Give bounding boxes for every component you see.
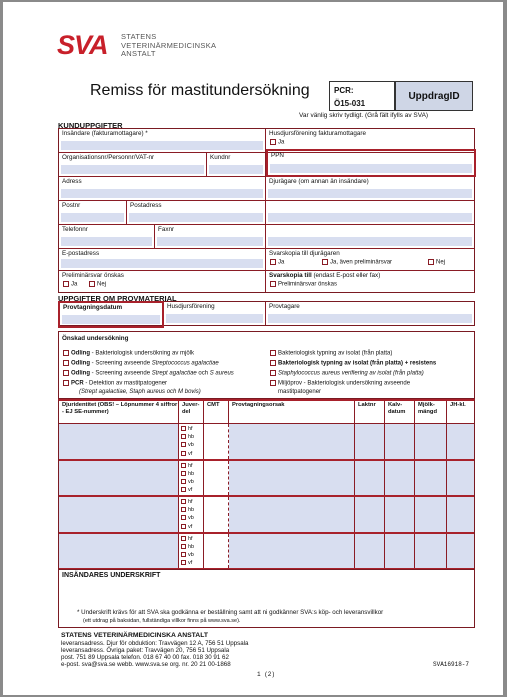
checkbox-icon[interactable] (181, 487, 186, 492)
adress-label: Adress (62, 178, 82, 185)
checkbox-icon[interactable] (270, 350, 276, 356)
provtagare-field[interactable] (266, 302, 474, 325)
prelim-label: Preliminärsvar önskas (62, 272, 124, 279)
checkbox-icon[interactable] (181, 544, 186, 549)
kunduppgifter-heading: KUNDUPPGIFTER (58, 121, 123, 130)
org-nr-label: Organisationsnr/Personnr/VAT-nr (62, 154, 155, 161)
prelim-onskas-option[interactable] (270, 281, 337, 288)
option-label: Ja, även preliminärsvar (330, 259, 393, 266)
quarter-option-hb[interactable] (181, 544, 194, 552)
postadress-field[interactable] (127, 201, 266, 225)
laktnr-input[interactable] (355, 424, 385, 459)
quarter-label: hf (188, 535, 193, 542)
checkbox-icon[interactable] (181, 426, 186, 431)
header-text: CMT (207, 402, 220, 408)
test-desc: Staphylococcus aureus verifiering av isolat (från platta) (278, 370, 424, 377)
postnr-label: Postnr (62, 202, 81, 209)
header-text: JH-kl. (450, 402, 466, 408)
juverdel-cell (179, 461, 204, 496)
laktnr-input[interactable] (355, 497, 385, 532)
quarter-label: vf (188, 487, 193, 494)
sva-logo: SVA (57, 30, 108, 60)
prelim-nej[interactable] (89, 281, 106, 288)
checkbox-icon[interactable] (181, 463, 186, 468)
checkbox-icon[interactable] (63, 370, 69, 376)
mjolkmangd-input[interactable] (415, 424, 447, 459)
underskrift-note: * Underskrift krävs för att SVA ska godkänna er beställning samt att ni godkänner SVA:s köp- och leveransvillkor (77, 609, 384, 616)
checkbox-icon[interactable] (181, 560, 186, 565)
quarter-label: hf (188, 499, 193, 505)
quarter-option-vf[interactable] (181, 524, 192, 532)
provmaterial-frame (58, 301, 475, 326)
prelim-ja[interactable] (63, 281, 77, 288)
org-nr-input[interactable] (61, 165, 204, 174)
juverdel-cell (179, 497, 204, 532)
faxnr-label: Faxnr (158, 226, 175, 233)
quarter-label: hb (188, 507, 195, 514)
svarskopia-label: Svarskopia till djurägaren (269, 250, 340, 257)
djuragare-field[interactable] (266, 177, 474, 201)
checkbox-icon[interactable] (63, 350, 69, 356)
quarter-label: vb (188, 478, 194, 485)
org-nr-field[interactable] (59, 153, 207, 177)
undersokning-heading: Önskad undersökning (62, 335, 129, 342)
quarter-option-vf[interactable] (181, 487, 192, 495)
jhkl-input[interactable] (447, 424, 474, 459)
test-miljoprov[interactable] (270, 380, 410, 387)
quarter-option-hf[interactable] (181, 463, 193, 471)
postadress-label: Postadress (130, 202, 162, 209)
checkbox-icon[interactable] (322, 259, 328, 265)
ppn-input[interactable] (270, 164, 472, 173)
col-cmt (204, 401, 229, 424)
pcr-box (329, 81, 395, 111)
jhkl-input[interactable] (447, 461, 474, 496)
quarter-label: vf (188, 560, 193, 567)
svarskopia-till-field (266, 271, 474, 292)
laktnr-input[interactable] (355, 461, 385, 496)
provtagare-label: Provtagare (269, 303, 300, 310)
checkbox-icon[interactable] (270, 139, 276, 145)
option-label: Ja (278, 259, 285, 266)
option-label: Nej (436, 259, 446, 266)
test-organism: S aureus (209, 370, 234, 377)
signature-area[interactable] (61, 582, 472, 604)
sample-table (58, 399, 475, 569)
checkbox-icon[interactable] (181, 524, 186, 529)
kundnr-field[interactable] (207, 153, 266, 177)
checkbox-icon[interactable] (428, 259, 434, 265)
table-row (59, 534, 474, 571)
quarter-label: hf (188, 426, 193, 432)
checkbox-icon[interactable] (270, 380, 276, 386)
kalvdatum-input[interactable] (385, 534, 415, 569)
djuridentitet-input[interactable] (59, 461, 179, 496)
test-organism: Strept agalactiae (151, 370, 197, 377)
footer-line-4: e-post. sva@sva.se webb. www.sva.se org. nr. 20 21 00-1868 (61, 661, 231, 668)
checkbox-icon[interactable] (181, 442, 186, 447)
quarter-label: vf (188, 450, 193, 457)
checkbox-icon[interactable] (181, 536, 186, 541)
checkbox-icon[interactable] (63, 281, 69, 287)
quarter-label: hf (188, 462, 193, 469)
ppn-label: PPN (271, 152, 284, 159)
fill-instructions: Var vänlig skriv tydligt. (Grå fält ifylls av SVA) (299, 112, 429, 119)
header-text: Mjölk-mängd (418, 402, 438, 415)
test-typning-resistens[interactable] (270, 360, 436, 367)
husdjursforening-field[interactable] (164, 302, 266, 325)
test-odling-mjolk[interactable] (63, 350, 194, 357)
svarskopia-ja-prelim[interactable] (322, 259, 392, 266)
checkbox-icon[interactable] (181, 471, 186, 476)
djuragare-post-input[interactable] (268, 237, 472, 246)
table-row (59, 461, 474, 498)
telefonnr-label: Telefonnr (62, 226, 88, 233)
logo-line-3: ANSTALT (121, 49, 156, 58)
col-mjolkmangd (415, 401, 447, 424)
quarter-label: hb (188, 434, 195, 441)
checkbox-icon[interactable] (181, 499, 186, 504)
husdjursforening-input[interactable] (166, 314, 263, 323)
checkbox-icon[interactable] (181, 434, 186, 439)
checkbox-icon[interactable] (63, 380, 69, 386)
djuragare-adress-field[interactable] (266, 201, 474, 225)
quarter-option-vb[interactable] (181, 442, 194, 450)
test-desc: - Screening avseende (90, 370, 152, 377)
cmt-input[interactable] (204, 461, 229, 496)
telefonnr-input[interactable] (61, 237, 152, 246)
djuridentitet-input[interactable] (59, 497, 179, 532)
undersokning-frame (58, 331, 475, 399)
quarter-label: hb (188, 470, 195, 477)
quarter-option-vb[interactable] (181, 515, 194, 523)
option-label: Preliminärsvar önskas (278, 281, 338, 288)
test-organism: Streptococcus agalactiae (151, 360, 219, 367)
quarter-option-hf[interactable] (181, 426, 193, 434)
djuragare-post-field[interactable] (266, 225, 474, 249)
svarskopia-ja[interactable] (270, 259, 284, 266)
header-text: Djuridentitet (OBS! – Löpnummer 4 siffror - EJ SE-nummer) (62, 402, 178, 415)
footer-line-1: leveransadress. Djur för obduktion: Travvägen 12 A, 756 51 Uppsala (61, 640, 249, 647)
checkbox-icon[interactable] (89, 281, 95, 287)
underskrift-heading: INSÄNDARES UNDERSKRIFT (62, 572, 161, 579)
kundnr-input[interactable] (209, 165, 263, 174)
test-name: Odling (71, 360, 90, 367)
djuragare-input[interactable] (268, 189, 472, 198)
epost-field[interactable] (59, 249, 266, 271)
insandare-field[interactable] (59, 129, 266, 153)
husdjursforening-label: Husdjursförening (167, 303, 215, 310)
checkbox-icon[interactable] (181, 552, 186, 557)
adress-input[interactable] (61, 189, 263, 198)
quarter-label: vb (188, 442, 194, 449)
adress-field[interactable] (59, 177, 266, 201)
col-juverdel (179, 401, 204, 424)
quarter-option-hb[interactable] (181, 507, 194, 515)
kunduppgifter-frame (58, 128, 475, 293)
kalvdatum-input[interactable] (385, 424, 415, 459)
table-header (59, 401, 474, 424)
juverdel-cell (179, 424, 204, 459)
orsak-input[interactable] (229, 424, 355, 459)
test-desc: och (196, 370, 210, 377)
test-typning[interactable] (270, 350, 392, 357)
orsak-input[interactable] (229, 461, 355, 496)
faxnr-input[interactable] (157, 237, 263, 246)
djuridentitet-input[interactable] (59, 424, 179, 459)
quarter-option-vb[interactable] (181, 479, 194, 487)
provtagningsdatum-field[interactable] (58, 301, 164, 328)
provtagningsdatum-input[interactable] (62, 315, 160, 324)
header-text: Provtagningsorsak (232, 402, 285, 408)
kundnr-label: Kundnr (210, 154, 231, 161)
postadress-input[interactable] (129, 213, 263, 222)
checkbox-icon[interactable] (181, 451, 186, 456)
test-name: PCR (71, 380, 84, 387)
quarter-label: hb (188, 543, 195, 550)
checkbox-icon[interactable] (270, 281, 276, 287)
pcr-value: Ö15-031 (334, 99, 366, 108)
header-text: Kalv-datum (388, 402, 406, 415)
option-label: Ja (71, 281, 78, 288)
husdjur-faktura-ja[interactable] (270, 139, 284, 146)
test-desc: - Detektion av mastitpatogener (83, 380, 168, 387)
provmaterial-heading: UPPGIFTER OM PROVMATERIAL (58, 294, 177, 303)
test-desc: - Bakteriologisk undersökning av mjölk (90, 350, 195, 357)
ja-label: Ja (278, 139, 285, 146)
epost-input[interactable] (61, 259, 263, 268)
logo-text (121, 33, 216, 59)
test-desc: Bakteriologisk typning av isolat (från platta) (278, 350, 393, 357)
test-name: Odling (71, 370, 90, 377)
checkbox-icon[interactable] (270, 360, 276, 366)
quarter-option-vf[interactable] (181, 560, 192, 568)
laktnr-input[interactable] (355, 534, 385, 569)
djuragare-adress-input[interactable] (268, 213, 472, 222)
quarter-option-hf[interactable] (181, 499, 193, 507)
header-text: Juver-del (182, 402, 200, 415)
option-label: Nej (97, 281, 107, 288)
orsak-input[interactable] (229, 534, 355, 569)
quarter-option-hf[interactable] (181, 536, 193, 544)
table-row (59, 424, 474, 461)
test-name: Odling (71, 350, 90, 357)
col-laktnr (355, 401, 385, 424)
cmt-input[interactable] (204, 424, 229, 459)
svarskopia-till-label (269, 272, 380, 279)
postnr-input[interactable] (61, 213, 124, 222)
checkbox-icon[interactable] (181, 515, 186, 520)
kalvdatum-input[interactable] (385, 461, 415, 496)
kalvdatum-input[interactable] (385, 497, 415, 532)
pcr-label: PCR: (334, 86, 354, 95)
provtagare-input[interactable] (268, 314, 472, 323)
uppdrag-id-box (395, 81, 473, 111)
form-code: SVA16918-7 (433, 661, 470, 668)
test-pcr[interactable] (63, 380, 167, 387)
insandare-input[interactable] (61, 141, 263, 150)
quarter-label: vb (188, 515, 194, 522)
quarter-option-hb[interactable] (181, 471, 194, 479)
quarter-label: vb (188, 551, 194, 558)
footer-line-2: leveransadress. Övriga paket: Travvägen 20, 756 51 Uppsala (61, 647, 230, 654)
document-title: Remiss för mastitundersökning (90, 82, 310, 99)
telefonnr-field[interactable] (59, 225, 155, 249)
ppn-field[interactable] (266, 149, 476, 177)
insandare-label: Insändare (fakturamottagare) * (62, 130, 148, 137)
quarter-option-vf[interactable] (181, 451, 192, 459)
table-row (59, 497, 474, 534)
checkbox-icon[interactable] (270, 259, 276, 265)
logo-line-1: STATENS (121, 32, 157, 41)
test-desc: - Screening avseende (90, 360, 152, 367)
page-number: 1 (2) (257, 671, 276, 678)
provtagningsdatum-label: Provtagningsdatum (63, 304, 123, 311)
test-odling-agalactiae[interactable] (63, 360, 219, 367)
mjolkmangd-input[interactable] (415, 497, 447, 532)
test-desc: Miljöprov - Bakteriologisk undersökning avseende (278, 380, 411, 387)
col-jhkl (447, 401, 474, 424)
quarter-option-hb[interactable] (181, 434, 194, 442)
jhkl-input[interactable] (447, 497, 474, 532)
svarskopia-field (266, 249, 474, 271)
checkbox-icon[interactable] (63, 360, 69, 366)
epost-label: E-postadress (62, 250, 100, 257)
quarter-label: vf (188, 523, 193, 530)
test-aureus-verifiering[interactable] (270, 370, 424, 377)
form-page (3, 2, 503, 695)
orsak-input[interactable] (229, 497, 355, 532)
djuragare-label: Djurägare (om annan än insändare) (269, 178, 369, 185)
checkbox-icon[interactable] (181, 479, 186, 484)
underskrift-frame (58, 569, 475, 628)
pcr-sub-note: (Strept agalactiae, Staph aureus och M bovis) (79, 389, 201, 395)
svarskopia-nej[interactable] (428, 259, 445, 266)
col-orsak (229, 401, 355, 424)
checkbox-icon[interactable] (270, 370, 276, 376)
svarskopia-till-text: Svarskopia till (269, 272, 312, 279)
djuridentitet-input[interactable] (59, 534, 179, 569)
col-kalvdatum (385, 401, 415, 424)
postnr-field[interactable] (59, 201, 127, 225)
mjolkmangd-input[interactable] (415, 461, 447, 496)
miljoprov-sub: mastitpatogener (278, 389, 322, 395)
cmt-input[interactable] (204, 497, 229, 532)
footer-org: STATENS VETERINÄRMEDICINSKA ANSTALT (61, 632, 209, 639)
svarskopia-till-note: (endast E-post eller fax) (313, 272, 381, 279)
husdjur-faktura-label: Husdjursförening fakturamottagare (269, 130, 366, 137)
mjolkmangd-input[interactable] (415, 534, 447, 569)
logo-line-2: VETERINÄRMEDICINSKA (121, 40, 217, 50)
col-djuridentitet (59, 401, 179, 424)
header-text: Laktnr (358, 402, 376, 408)
underskrift-note-2: (ett utdrag på baksidan, fullständiga villkor finns på www.sva.se). (83, 618, 241, 624)
test-desc: Bakteriologisk typning av isolat (från platta) + resistens (278, 360, 437, 367)
checkbox-icon[interactable] (181, 507, 186, 512)
prelim-field (59, 271, 266, 292)
quarter-option-vb[interactable] (181, 552, 194, 560)
test-odling-agalactiae-aureus[interactable] (63, 370, 234, 377)
uppdrag-id-label: UppdragID (408, 90, 460, 102)
footer-line-3: post. 751 89 Uppsala telefon. 018 67 40 00 fax. 018 30 91 62 (61, 654, 229, 661)
jhkl-input[interactable] (447, 534, 474, 569)
faxnr-field[interactable] (155, 225, 266, 249)
juverdel-cell (179, 534, 204, 569)
cmt-input[interactable] (204, 534, 229, 569)
